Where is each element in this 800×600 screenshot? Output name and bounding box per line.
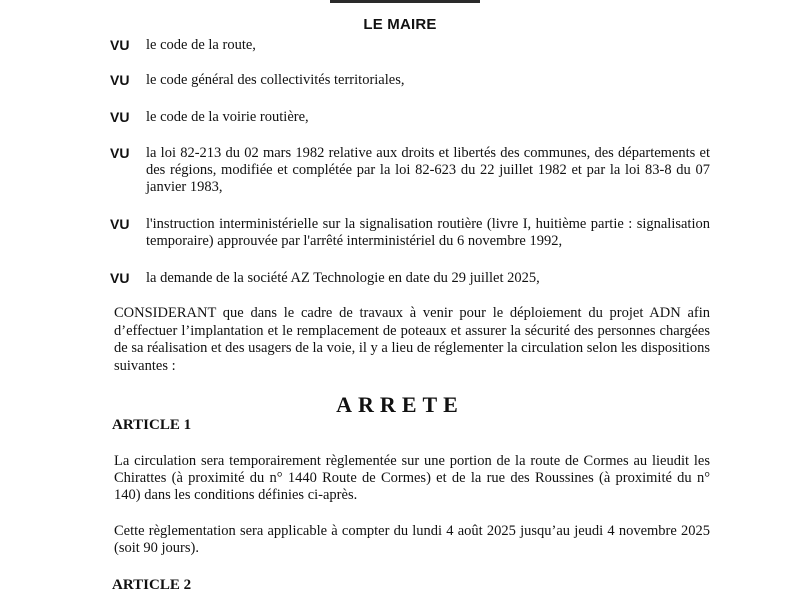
vu-text: le code de la route, — [146, 37, 256, 53]
vu-text: le code général des collectivités territoriales, — [146, 72, 405, 88]
article-1-paragraph: La circulation sera temporairement règlementée sur une portion de la route de Cormes au lieudit les Chirattes (à proximité du n° 1440 Route de Cormes) et de la rue des Roussines (à proximité du n° 140) dans les conditions définies ci-après. — [114, 453, 710, 503]
considerant-paragraph: CONSIDERANT que dans le cadre de travaux à venir pour le déploiement du projet ADN afin d’effectuer l’implantation et le remplacement de poteaux et assurer la sécurité des personnes chargées de sa réalisation et des usagers de la voie, il y a lieu de réglementer la circulation selon les dispositions suivantes : — [114, 305, 710, 374]
article-1-title: ARTICLE 1 — [112, 417, 192, 433]
vu-item — [110, 109, 710, 126]
vu-item — [110, 270, 710, 287]
article-2-title: ARTICLE 2 — [112, 577, 192, 593]
header-rule — [330, 0, 480, 3]
vu-item — [110, 216, 710, 250]
vu-label: VU — [110, 270, 130, 286]
vu-item — [110, 37, 710, 54]
vu-text: la demande de la société AZ Technologie en date du 29 juillet 2025, — [146, 270, 540, 286]
article-1-paragraph: Cette règlementation sera applicable à compter du lundi 4 août 2025 jusqu’au jeudi 4 novembre 2025 (soit 90 jours). — [114, 523, 710, 556]
vu-label: VU — [110, 216, 130, 232]
vu-label: VU — [110, 37, 130, 53]
vu-label: VU — [110, 109, 130, 125]
vu-text: le code de la voirie routière, — [146, 109, 309, 125]
vu-item — [110, 72, 710, 89]
vu-text: l'instruction interministérielle sur la signalisation routière (livre I, huitième partie : signalisation temporaire) approuvée par l'arrêté interministériel du 6 novembre 1992, — [146, 216, 710, 249]
vu-item — [110, 145, 710, 196]
vu-label: VU — [110, 145, 130, 161]
vu-label: VU — [110, 72, 130, 88]
mayor-heading: LE MAIRE — [363, 16, 437, 33]
vu-text: la loi 82-213 du 02 mars 1982 relative aux droits et libertés des communes, des départements et des régions, modifiée et complétée par la loi 82-623 du 22 juillet 1982 et par la loi 83-8 du 07 janvier 1983, — [146, 145, 710, 195]
arrete-heading: ARRETE — [336, 392, 464, 417]
